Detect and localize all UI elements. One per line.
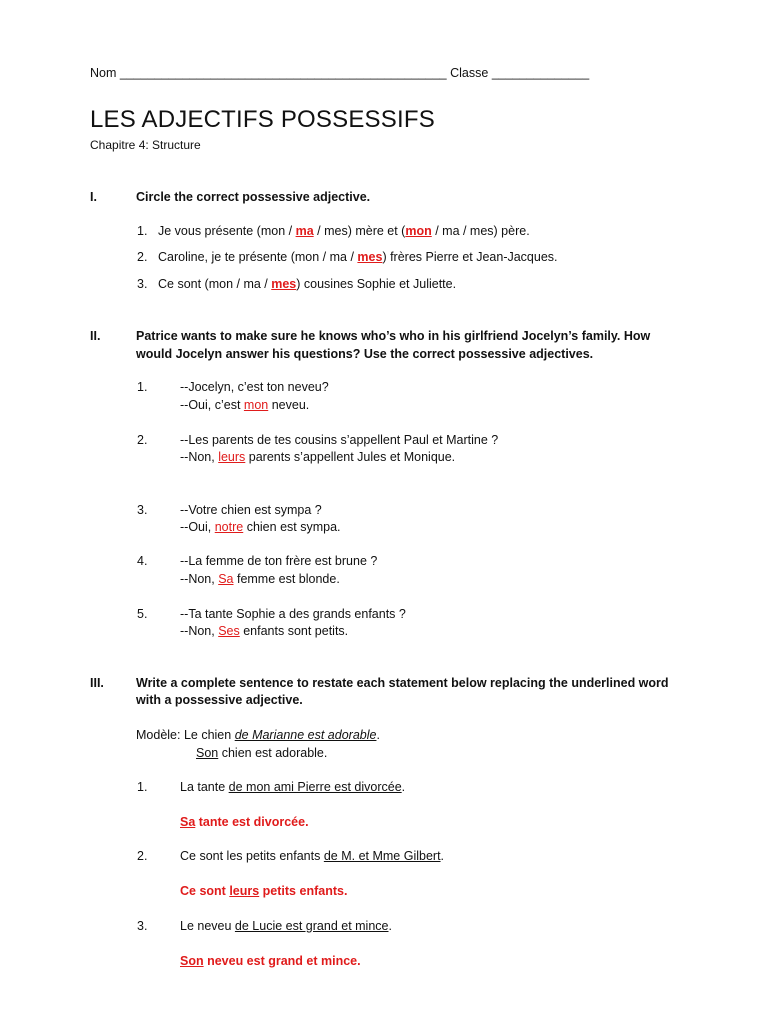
s2-question: --Votre chien est sympa ? [180, 503, 322, 517]
s3-statement: La tante de mon ami Pierre est divorcée. [180, 780, 406, 794]
s1-answer: mes [357, 250, 383, 264]
s1-item-2: Caroline, je te présente (mon / ma / mes) frères Pierre et Jean-Jacques. [158, 250, 558, 264]
s1-item-1: Je vous présente (mon / ma / mes) mère et (mon / ma / mes) père. [158, 224, 530, 238]
model-underlined: de Marianne est adorable [234, 728, 377, 742]
page-title: LES ADJECTIFS POSSESSIFS [90, 106, 435, 133]
s2-answer-line: --Oui, notre chien est sympa. [180, 520, 341, 534]
nom-blank[interactable]: _______________________________________________ [119, 66, 447, 80]
s2-item-number: 3. [137, 503, 148, 517]
s2-answer-line: --Non, leurs parents s’appellent Jules et Monique. [180, 450, 456, 464]
section-3-numeral: III. [90, 676, 104, 690]
s1-item-3: Ce sont (mon / ma / mes) cousines Sophie et Juliette. [158, 277, 457, 291]
section-1-instruction: Circle the correct possessive adjective. [136, 190, 371, 204]
s1-item-number: 3. [137, 277, 148, 291]
s1-item-number: 1. [137, 224, 148, 238]
s1-answer: mon [405, 224, 432, 238]
s2-answer: Ses [218, 624, 240, 638]
s3-item-number: 2. [137, 849, 148, 863]
s3-answer: Ce sont leurs petits enfants. [180, 884, 348, 898]
s2-answer: Sa [218, 572, 234, 586]
section-2-instruction-2: would Jocelyn answer his questions? Use the correct possessive adjectives. [136, 347, 594, 361]
s2-answer-line: --Non, Sa femme est blonde. [180, 572, 340, 586]
s1-item-number: 2. [137, 250, 148, 264]
s3-answer: Sa tante est divorcée. [180, 815, 309, 829]
classe-blank[interactable]: ______________ [491, 66, 590, 80]
s2-question: --La femme de ton frère est brune ? [180, 554, 378, 568]
nom-label: Nom [90, 66, 117, 80]
s3-item-number: 3. [137, 919, 148, 933]
s2-answer-line: --Non, Ses enfants sont petits. [180, 624, 349, 638]
s3-statement: Le neveu de Lucie est grand et mince. [180, 919, 392, 933]
s1-answer: ma [295, 224, 314, 238]
s3-answer: Son neveu est grand et mince. [180, 954, 361, 968]
section-3-instruction-2: with a possessive adjective. [136, 693, 303, 707]
name-class-line [90, 66, 589, 80]
s3-item-number: 1. [137, 780, 148, 794]
s2-item-number: 1. [137, 380, 148, 394]
s2-question: --Les parents de tes cousins s’appellent Paul et Martine ? [180, 433, 499, 447]
section-1-numeral: I. [90, 190, 97, 204]
s2-answer: leurs [218, 450, 246, 464]
s2-item-number: 2. [137, 433, 148, 447]
section-3-instruction-1: Write a complete sentence to restate each statement below replacing the underlined word [136, 676, 669, 690]
classe-label: Classe [450, 66, 489, 80]
model-sentence: Modèle: Le chien de Marianne est adorable. [136, 728, 380, 742]
s2-question: --Jocelyn, c’est ton neveu? [180, 380, 329, 394]
section-2-instruction-1: Patrice wants to make sure he knows who’s who in his girlfriend Jocelyn’s family. How [136, 329, 651, 343]
s2-item-number: 4. [137, 554, 148, 568]
s3-statement: Ce sont les petits enfants de M. et Mme Gilbert. [180, 849, 445, 863]
s2-item-number: 5. [137, 607, 148, 621]
model-answer: Son chien est adorable. [196, 746, 328, 760]
s1-answer: mes [271, 277, 297, 291]
page-subtitle: Chapitre 4: Structure [90, 138, 201, 152]
s2-answer: notre [214, 520, 244, 534]
s2-answer: mon [243, 398, 269, 412]
section-2-numeral: II. [90, 329, 101, 343]
s2-question: --Ta tante Sophie a des grands enfants ? [180, 607, 406, 621]
s2-answer-line: --Oui, c’est mon neveu. [180, 398, 310, 412]
